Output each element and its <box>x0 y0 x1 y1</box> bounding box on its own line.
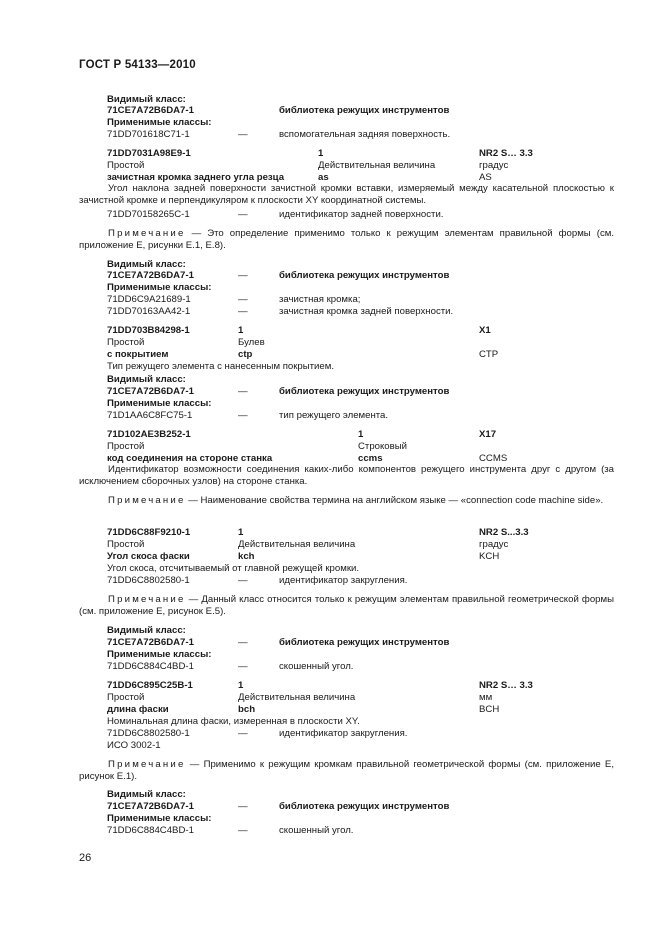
property-symbol: AS <box>479 172 492 183</box>
dash: — <box>238 386 248 397</box>
property-format: X17 <box>479 429 497 440</box>
class-description: скошенный угол. <box>279 825 354 836</box>
dash: — <box>238 294 248 305</box>
class-id: 71D1AA6C8FC75-1 <box>107 410 193 421</box>
class-name: библиотека режущих инструментов <box>279 801 450 812</box>
visible-class-label: Видимый класс: <box>107 259 186 270</box>
class-id: 71DD6C884C4BD-1 <box>107 661 194 672</box>
note-text: Данный класс относится только к режущим элементам правильной геометрической формы (см. приложение Е, рисунок Е.5). <box>79 594 614 618</box>
property-code: ctp <box>238 349 253 360</box>
note-label: Примечание <box>108 594 186 605</box>
dash: — <box>238 129 248 140</box>
dash: — <box>238 728 248 739</box>
class-id: 71CE7A72B6DA7-1 <box>107 105 194 116</box>
dash: — <box>238 209 248 220</box>
applicable-classes-label: Применимые классы: <box>107 398 212 409</box>
property-description: Тип режущего элемента с нанесенным покрытием. <box>107 361 335 372</box>
property-symbol: CCMS <box>479 453 508 464</box>
property-type: Действительная величина <box>238 692 356 703</box>
property-description: Угол наклона задней поверхности зачистной кромки вставки, измеряемый между касательной плоскостью к зачистной кромке и перпендикуляром к плоскости XY координатной системы. <box>79 183 614 207</box>
class-id: 71DD6C9A21689-1 <box>107 294 191 305</box>
property-kind: Простой <box>107 692 145 703</box>
property-id: 71D102AE3B252-1 <box>107 429 191 440</box>
class-description: вспомогательная задняя поверхность. <box>279 129 451 140</box>
property-format: NR2 S… 3.3 <box>479 680 533 691</box>
property-code: bch <box>238 704 256 715</box>
property-count: 1 <box>318 148 324 159</box>
class-id: 71CE7A72B6DA7-1 <box>107 637 194 648</box>
property-name: зачистная кромка заднего угла резца <box>107 172 285 183</box>
note-label: Примечание <box>108 228 186 239</box>
class-description: скошенный угол. <box>279 661 354 672</box>
property-name: Угол скоса фаски <box>107 551 190 562</box>
property-unit: мм <box>479 692 493 703</box>
class-id: 71CE7A72B6DA7-1 <box>107 386 194 397</box>
note-paragraph: Примечание — Данный класс относится только к режущим элементам правильной геометрической формы (см. приложение Е, рисунок Е.5). <box>79 594 614 618</box>
property-name: длина фаски <box>107 704 169 715</box>
property-count: 1 <box>238 527 244 538</box>
page-header: ГОСТ Р 54133—2010 <box>79 59 196 71</box>
property-symbol: KCH <box>479 551 500 562</box>
property-count: 1 <box>238 325 244 336</box>
dash: — <box>238 637 248 648</box>
class-id: 71DD70158265C-1 <box>107 209 190 220</box>
dash: — <box>238 306 248 317</box>
property-type: Строковый <box>358 441 407 452</box>
property-id: 71DD703B84298-1 <box>107 325 190 336</box>
note-text: Это определение применимо только к режущим элементам правильной формы (см. приложение Е, рисунки Е.1, Е.8). <box>79 228 614 252</box>
class-id: 71DD6C8802580-1 <box>107 728 190 739</box>
property-symbol: CTP <box>479 349 499 360</box>
property-kind: Простой <box>107 160 145 171</box>
property-code: as <box>318 172 329 183</box>
class-id: 71CE7A72B6DA7-1 <box>107 801 194 812</box>
property-format: NR2 S… 3.3 <box>479 148 533 159</box>
property-kind: Простой <box>107 539 145 550</box>
property-symbol: BCH <box>479 704 500 715</box>
class-id: 71DD70163AA42-1 <box>107 306 191 317</box>
class-id: 71DD6C8802580-1 <box>107 575 190 586</box>
property-code: ccms <box>358 453 383 464</box>
note-text: Наименование свойства термина на английском языке — «connection code machine side». <box>200 495 604 506</box>
property-description: Номинальная длина фаски, измеренная в плоскости XY. <box>107 716 360 727</box>
note-label: Примечание <box>108 495 186 506</box>
class-name: библиотека режущих инструментов <box>279 105 450 116</box>
property-kind: Простой <box>107 441 145 452</box>
visible-class-label: Видимый класс: <box>107 374 186 385</box>
class-description: зачистная кромка задней поверхности. <box>279 306 454 317</box>
property-name: код соединения на стороне станка <box>107 453 273 464</box>
property-description: Угол скоса, отсчитываемый от главной режущей кромки. <box>107 563 360 574</box>
property-type: Действительная величина <box>318 160 436 171</box>
applicable-classes-label: Применимые классы: <box>107 813 212 824</box>
property-kind: Простой <box>107 337 145 348</box>
reference-standard: ИСО 3002-1 <box>107 740 161 751</box>
note-paragraph: Примечание — Это определение применимо только к режущим элементам правильной формы (см. приложение Е, рисунки Е.1, Е.8). <box>79 228 614 252</box>
visible-class-label: Видимый класс: <box>107 625 186 636</box>
page-number: 26 <box>79 852 92 864</box>
property-code: kch <box>238 551 255 562</box>
property-id: 71DD6C88F9210-1 <box>107 527 191 538</box>
dash: — <box>238 270 248 281</box>
class-description: идентификатор задней поверхности. <box>279 209 444 220</box>
dash: — <box>238 410 248 421</box>
class-name: библиотека режущих инструментов <box>279 637 450 648</box>
property-type: Булев <box>238 337 265 348</box>
property-name: с покрытием <box>107 349 169 360</box>
property-description: Идентификатор возможности соединения каких-либо компонентов режущего инструмента друг с другом (за исключением сборочных узлов) на стороне станка. <box>79 464 614 488</box>
note-paragraph: Примечание — Применимо к режущим кромкам правильной геометрической формы (см. приложение Е, рисунок Е.1). <box>79 759 614 783</box>
property-format: NR2 S...3.3 <box>479 527 529 538</box>
note-label: Примечание <box>108 759 186 770</box>
property-count: 1 <box>358 429 364 440</box>
applicable-classes-label: Применимые классы: <box>107 282 212 293</box>
property-unit: градус <box>479 160 509 171</box>
class-id: 71CE7A72B6DA7-1 <box>107 270 194 281</box>
visible-class-label: Видимый класс: <box>107 94 186 105</box>
class-name: библиотека режущих инструментов <box>279 386 450 397</box>
class-description: тип режущего элемента. <box>279 410 389 421</box>
property-id: 71DD6C895C25B-1 <box>107 680 193 691</box>
visible-class-label: Видимый класс: <box>107 789 186 800</box>
note-text: Применимо к режущим кромкам правильной геометрической формы (см. приложение Е, рисунок Е.1). <box>79 759 614 783</box>
property-format: X1 <box>479 325 491 336</box>
dash: — <box>238 575 248 586</box>
note-paragraph: Примечание — Наименование свойства термина на английском языке — «connection code machine side». <box>108 495 604 506</box>
property-id: 71DD7031A98E9-1 <box>107 148 191 159</box>
dash: — <box>238 825 248 836</box>
dash: — <box>238 801 248 812</box>
class-name: библиотека режущих инструментов <box>279 270 450 281</box>
property-type: Действительная величина <box>238 539 356 550</box>
class-id: 71DD701618C71-1 <box>107 129 190 140</box>
property-unit: градус <box>479 539 509 550</box>
class-description: идентификатор закругления. <box>279 575 408 586</box>
property-count: 1 <box>238 680 244 691</box>
applicable-classes-label: Применимые классы: <box>107 649 212 660</box>
class-id: 71DD6C884C4BD-1 <box>107 825 194 836</box>
class-description: идентификатор закругления. <box>279 728 408 739</box>
class-description: зачистная кромка; <box>279 294 361 305</box>
dash: — <box>238 661 248 672</box>
applicable-classes-label: Применимые классы: <box>107 117 212 128</box>
